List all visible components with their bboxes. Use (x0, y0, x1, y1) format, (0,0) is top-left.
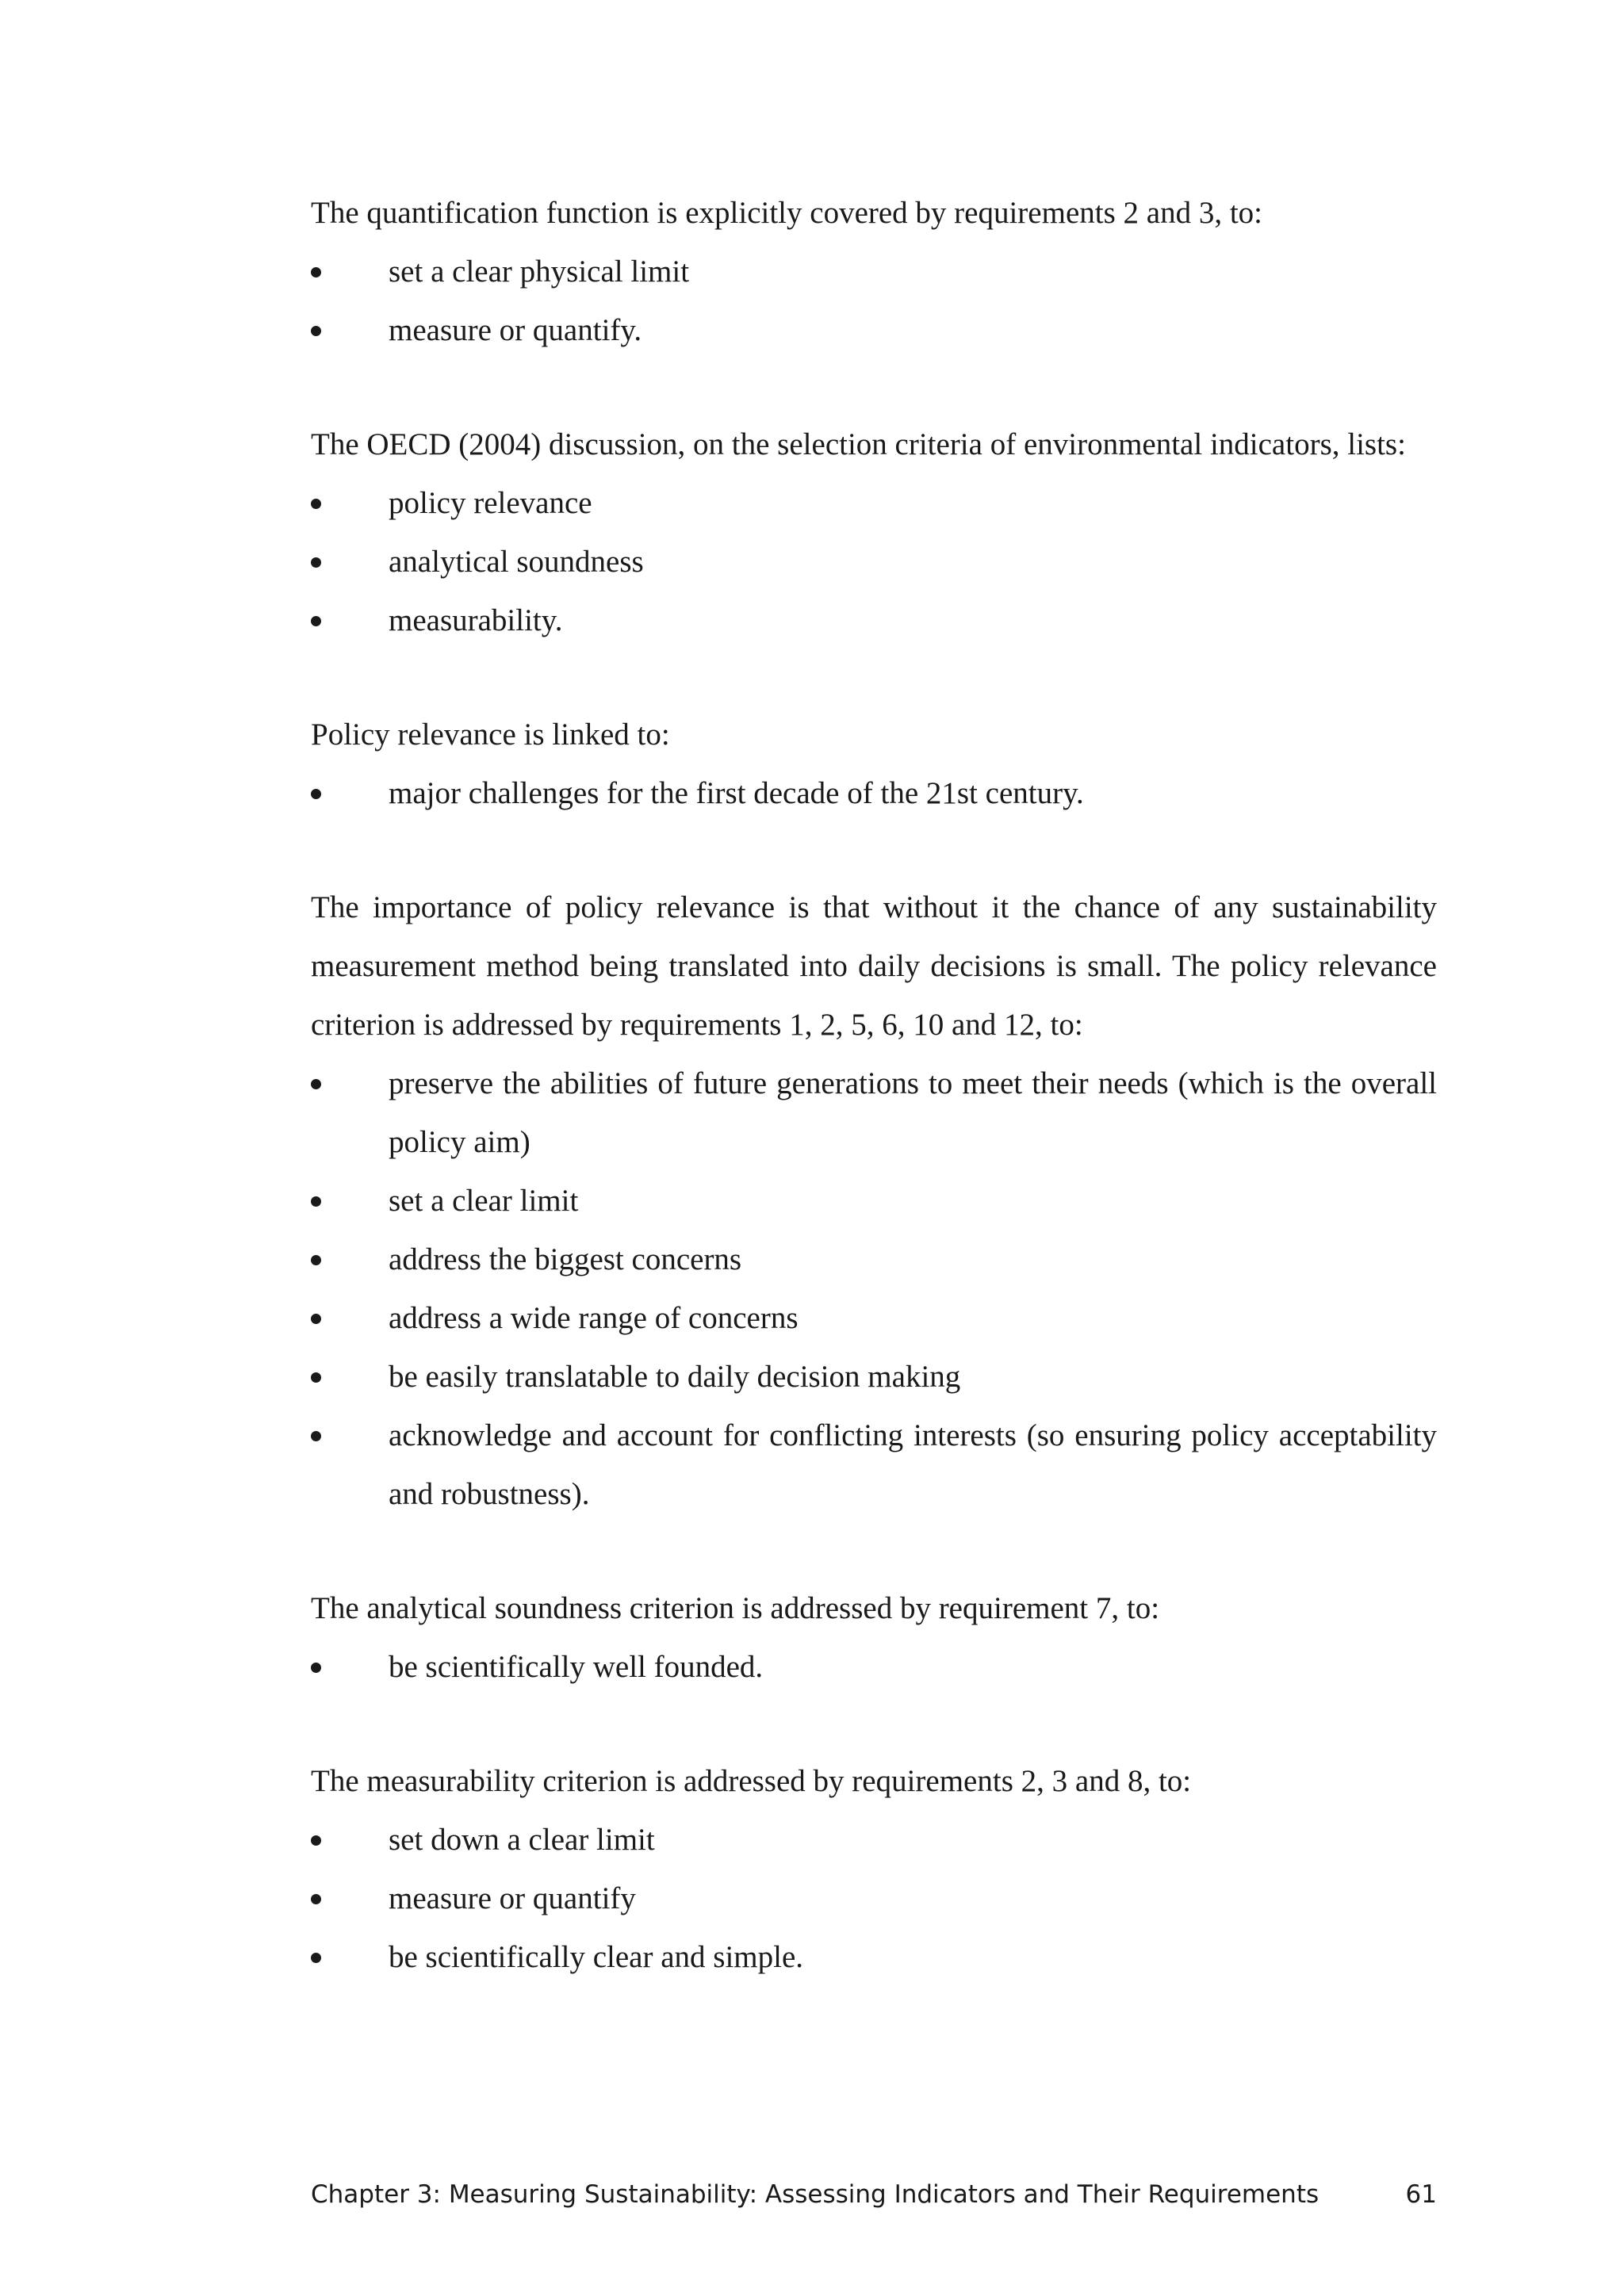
bullet-icon (311, 1314, 321, 1324)
bullet-icon (311, 1431, 321, 1441)
paragraph-analytical-soundness: The analytical soundness criterion is addressed by requirement 7, to: (311, 1591, 1160, 1625)
list-item: measure or quantify (311, 1869, 1437, 1928)
bullet-list-quantification (311, 243, 1437, 360)
bullet-list-measurability (311, 1811, 1437, 1987)
bullet-icon (311, 1372, 321, 1383)
list-item: acknowledge and account for conflicting interests (so ensuring policy acceptability and robustness). (311, 1406, 1437, 1524)
list-item: set a clear physical limit (311, 243, 1437, 301)
list-item: measure or quantify. (311, 301, 1437, 360)
bullet-list-analytical-soundness (311, 1638, 1437, 1697)
list-item: preserve the abilities of future generations to meet their needs (which is the overall policy aim) (311, 1054, 1437, 1172)
list-item: set a clear limit (311, 1172, 1437, 1230)
bullet-icon (311, 1663, 321, 1673)
bullet-icon (311, 1255, 321, 1265)
bullet-icon (311, 1835, 321, 1846)
bullet-icon (311, 326, 321, 336)
bullet-list-policy-relevance (311, 1054, 1437, 1524)
chapter-title: Chapter 3: Measuring Sustainability: Assessing Indicators and Their Requirements (311, 2180, 1320, 2209)
list-item: be scientifically clear and simple. (311, 1928, 1437, 1987)
list-item: address a wide range of concerns (311, 1289, 1437, 1348)
bullet-icon (311, 267, 321, 277)
list-item: analytical soundness (311, 533, 1437, 591)
paragraph-policy-relevance-link: Policy relevance is linked to: (311, 718, 670, 752)
list-item: measurability. (311, 591, 1437, 650)
bullet-icon (311, 789, 321, 799)
list-item: major challenges for the first decade of the 21st century. (311, 764, 1437, 823)
paragraph-quantification: The quantification function is explicitly covered by requirements 2 and 3, to: (311, 196, 1262, 230)
bullet-icon (311, 1079, 321, 1089)
bullet-list-oecd-criteria (311, 474, 1437, 650)
bullet-icon (311, 557, 321, 568)
list-item: address the biggest concerns (311, 1230, 1437, 1289)
bullet-icon (311, 499, 321, 509)
paragraph-oecd: The OECD (2004) discussion, on the selection criteria of environmental indicators, lists: (311, 427, 1406, 461)
list-item: be scientifically well founded. (311, 1638, 1437, 1697)
list-item: policy relevance (311, 474, 1437, 533)
list-item: set down a clear limit (311, 1811, 1437, 1869)
paragraph-policy-relevance: The importance of policy relevance is that without it the chance of any sustainability measurement method being translated into daily decisions is small. The policy relevance criterion is addressed by requirements 1, 2, 5, 6, 10 and 12, to: (311, 890, 1437, 1042)
page-number: 61 (1405, 2180, 1437, 2209)
bullet-icon (311, 1894, 321, 1904)
list-item: be easily translatable to daily decision making (311, 1348, 1437, 1406)
paragraph-measurability: The measurability criterion is addressed by requirements 2, 3 and 8, to: (311, 1764, 1192, 1798)
page-body (311, 184, 1437, 1987)
bullet-icon (311, 1953, 321, 1963)
bullet-icon (311, 1196, 321, 1207)
bullet-icon (311, 616, 321, 626)
bullet-list-policy-link (311, 764, 1437, 823)
